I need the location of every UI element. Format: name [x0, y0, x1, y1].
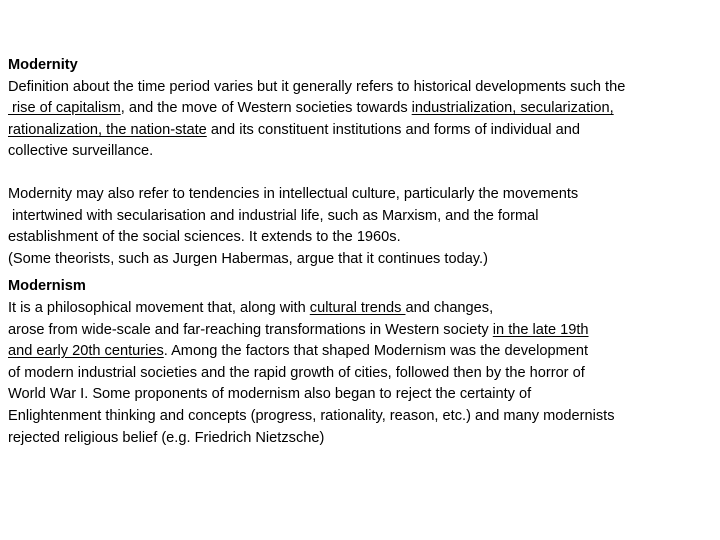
text-line	[8, 341, 714, 363]
text-line: collective surveillance.	[8, 143, 154, 160]
link-rationalization-nation-state[interactable]: rationalization, the nation-state	[8, 121, 207, 138]
paragraph-spacer	[8, 163, 714, 184]
modernism-paragraph	[8, 298, 714, 449]
text-segment: and its constituent institutions and forms of individual and	[206, 121, 580, 138]
text-line: rejected religious belief (e.g. Friedrich Nietzsche)	[8, 429, 325, 446]
text-segment: , and the move of Western societies towards	[120, 100, 412, 117]
text-line: World War I. Some proponents of modernism also began to reject the certainty of	[8, 386, 532, 403]
text-line: Modernity may also refer to tendencies in intellectual culture, particularly the movements	[8, 185, 579, 202]
text-segment: It is a philosophical movement that, along with	[8, 299, 310, 316]
modernity-definition-paragraph	[8, 77, 714, 163]
text-line	[8, 320, 714, 342]
text-segment: arose from wide-scale and far-reaching transformations in Western society	[8, 321, 493, 338]
text-line: (Some theorists, such as Jurgen Habermas, argue that it continues today.)	[8, 250, 488, 267]
text-segment: and changes,	[405, 299, 494, 316]
modernism-title: Modernism	[8, 278, 86, 295]
text-line: intertwined with secularisation and industrial life, such as Marxism, and the formal	[8, 207, 539, 224]
text-line	[8, 120, 714, 142]
text-line	[8, 98, 714, 120]
text-segment: . Among the factors that shaped Modernism was the development	[163, 343, 589, 360]
text-line: Definition about the time period varies but it generally refers to historical developments such the	[8, 78, 626, 95]
text-line: of modern industrial societies and the rapid growth of cities, followed then by the horror of	[8, 364, 585, 381]
text-line	[8, 298, 714, 320]
text-line: Enlightenment thinking and concepts (progress, rationality, reason, etc.) and many modernists	[8, 407, 615, 424]
link-late-19th[interactable]: in the late 19th	[492, 321, 589, 338]
modernity-culture-paragraph	[8, 184, 714, 270]
text-line: establishment of the social sciences. It extends to the 1960s.	[8, 229, 401, 246]
link-rise-of-capitalism[interactable]: rise of capitalism	[8, 100, 121, 117]
link-industrialization-secularization[interactable]: industrialization, secularization,	[411, 100, 614, 117]
slide-content	[8, 55, 714, 449]
link-early-20th-centuries[interactable]: and early 20th centuries	[8, 343, 164, 360]
modernity-title: Modernity	[8, 57, 78, 73]
link-cultural-trends[interactable]: cultural trends	[309, 299, 406, 316]
